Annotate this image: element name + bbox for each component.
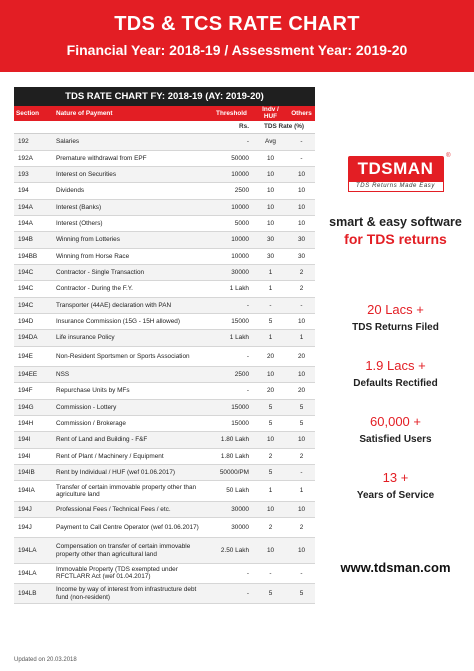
table-row [14,432,315,448]
stat-defaults-rectified [317,358,474,389]
cell-section: 194LB [14,584,54,604]
cell-others: 30 [288,232,315,248]
cell-section: 194C [14,297,54,313]
column-header-indv-huf: Indv / HUF [253,106,288,121]
unit-empty-cell [54,121,210,134]
cell-threshold: 30000 [210,501,253,517]
cell-others: 2 [288,281,315,297]
cell-nature: Transporter (44AE) declaration with PAN [54,297,210,313]
cell-section: 194A [14,199,54,215]
table-row [14,281,315,297]
cell-threshold: - [210,297,253,313]
column-header-section: Section [14,106,54,121]
cell-section: 194C [14,281,54,297]
cell-nature: Life insurance Policy [54,330,210,346]
cell-threshold: - [210,383,253,399]
cell-threshold: 10000 [210,248,253,264]
cell-others: 10 [288,199,315,215]
cell-indv-huf: 5 [253,416,288,432]
cell-others: 10 [288,183,315,199]
cell-others: 5 [288,584,315,604]
page-subtitle: Financial Year: 2018-19 / Assessment Year: 2019-20 [66,42,408,58]
table-row [14,448,315,464]
stat-value: 13 + [382,470,409,485]
cell-nature: Commission / Brokerage [54,416,210,432]
cell-nature: Interest on Securities [54,167,210,183]
cell-nature: Premature withdrawal from EPF [54,150,210,166]
cell-threshold: 1.80 Lakh [210,448,253,464]
cell-indv-huf: 2 [253,518,288,538]
logo-tagline: TDS Returns Made Easy [348,181,444,192]
cell-section: 194D [14,314,54,330]
table-row [14,297,315,313]
updated-note: Updated on 20.03.2018 [14,657,77,663]
cell-threshold: 10000 [210,232,253,248]
cell-indv-huf: 30 [253,232,288,248]
cell-others: - [288,134,315,150]
cell-threshold: - [210,134,253,150]
cell-nature: Insurance Commission (15G - 15H allowed) [54,314,210,330]
cell-section: 194I [14,432,54,448]
cell-section: 192A [14,150,54,166]
column-header-nature: Nature of Payment [54,106,210,121]
cell-others: 5 [288,399,315,415]
table-row [14,232,315,248]
unit-empty-cell [14,121,54,134]
cell-indv-huf: 5 [253,399,288,415]
stat-satisfied-users [317,414,474,445]
cell-section: 194BB [14,248,54,264]
cell-indv-huf: - [253,297,288,313]
column-header-threshold: Threshold [210,106,253,121]
table-row [14,330,315,346]
table-row [14,150,315,166]
cell-indv-huf: 20 [253,383,288,399]
cell-nature: Commission - Lottery [54,399,210,415]
cell-others: 10 [288,167,315,183]
table-row [14,416,315,432]
cell-indv-huf: 10 [253,367,288,383]
cell-nature: Income by way of interest from infrastructure debt fund (non-resident) [54,584,210,604]
cell-nature: Dividends [54,183,210,199]
cell-threshold: 1 Lakh [210,281,253,297]
cell-section: 194EE [14,367,54,383]
cell-indv-huf: 1 [253,265,288,281]
cell-nature: Interest (Others) [54,216,210,232]
registered-mark: ® [446,153,451,159]
cell-indv-huf: 10 [253,432,288,448]
cell-others: 2 [288,518,315,538]
table-row [14,314,315,330]
table-row [14,367,315,383]
table-row [14,501,315,517]
cell-nature: Salaries [54,134,210,150]
cell-section: 194IB [14,465,54,481]
cell-section: 194J [14,518,54,538]
cell-nature: Immovable Property (TDS exempted under RFCTLARR Act (wef 01.04.2017) [54,563,210,583]
table-row [14,584,315,604]
cell-nature: Professional Fees / Technical Fees / etc. [54,501,210,517]
stat-label: TDS Returns Filed [352,322,439,333]
cell-threshold: 30000 [210,518,253,538]
tds-rate-table [14,87,315,604]
table-header-row [14,106,315,121]
cell-indv-huf: 1 [253,281,288,297]
cell-section: 194 [14,183,54,199]
brand-panel [317,150,474,247]
table-row [14,265,315,281]
tdsman-logo [348,153,451,192]
tagline-line-1: smart & easy software [329,215,462,229]
cell-section: 194LA [14,563,54,583]
cell-threshold: 30000 [210,265,253,281]
table-row [14,465,315,481]
cell-threshold: 50000/PM [210,465,253,481]
cell-nature: Contractor - During the F.Y. [54,281,210,297]
table-title: TDS RATE CHART FY: 2018-19 (AY: 2019-20) [14,87,315,106]
cell-others: 5 [288,416,315,432]
cell-threshold: 15000 [210,416,253,432]
cell-others: 2 [288,448,315,464]
cell-indv-huf: 2 [253,448,288,464]
cell-others: 1 [288,481,315,501]
cell-others: 2 [288,265,315,281]
cell-threshold: - [210,563,253,583]
cell-indv-huf: 10 [253,538,288,563]
table-row [14,481,315,501]
stat-value: 60,000 + [370,414,421,429]
table-row [14,538,315,563]
cell-section: 194B [14,232,54,248]
stat-label: Satisfied Users [359,434,432,445]
cell-threshold: 5000 [210,216,253,232]
cell-indv-huf: 10 [253,216,288,232]
cell-nature: Winning from Lotteries [54,232,210,248]
cell-threshold: 2500 [210,183,253,199]
table-row [14,518,315,538]
cell-indv-huf: 10 [253,183,288,199]
cell-indv-huf: 20 [253,346,288,366]
cell-nature: Compensation on transfer of certain immovable property other than agricultural land [54,538,210,563]
cell-section: 194J [14,501,54,517]
cell-nature: Transfer of certain immovable property other than agriculture land [54,481,210,501]
table-row [14,183,315,199]
cell-indv-huf: 5 [253,314,288,330]
cell-others: 10 [288,367,315,383]
cell-threshold: 2500 [210,367,253,383]
header-banner [0,0,474,72]
cell-threshold: 10000 [210,167,253,183]
stat-years-of-service [317,470,474,501]
cell-section: 194C [14,265,54,281]
table-row [14,134,315,150]
cell-others: 10 [288,314,315,330]
cell-section: 194IA [14,481,54,501]
table-row [14,383,315,399]
cell-threshold: 50 Lakh [210,481,253,501]
table-row [14,216,315,232]
cell-threshold: - [210,346,253,366]
rate-table [14,106,315,604]
cell-nature: NSS [54,367,210,383]
table-row [14,199,315,215]
cell-indv-huf: 10 [253,501,288,517]
logo-wordmark: TDSMAN [348,156,444,181]
unit-rate: TDS Rate (%) [253,121,315,134]
cell-nature: Contractor - Single Transaction [54,265,210,281]
cell-section: 193 [14,167,54,183]
column-header-others: Others [288,106,315,121]
tagline-line-2: for TDS returns [344,231,447,247]
cell-section: 192 [14,134,54,150]
table-row [14,399,315,415]
cell-section: 194LA [14,538,54,563]
cell-indv-huf: 30 [253,248,288,264]
cell-others: - [288,297,315,313]
cell-others: - [288,465,315,481]
cell-nature: Winning from Horse Race [54,248,210,264]
unit-row [14,121,315,134]
cell-indv-huf: 5 [253,465,288,481]
cell-threshold: 1 Lakh [210,330,253,346]
cell-others: 20 [288,383,315,399]
cell-indv-huf: 1 [253,481,288,501]
cell-section: 194A [14,216,54,232]
cell-others: 10 [288,501,315,517]
cell-section: 194F [14,383,54,399]
cell-nature: Rent by Individual / HUF (wef 01.06.2017) [54,465,210,481]
table-row [14,346,315,366]
cell-indv-huf: 5 [253,584,288,604]
page-title: TDS & TCS RATE CHART [114,13,360,35]
cell-nature: Repurchase Units by MFs [54,383,210,399]
cell-indv-huf: 1 [253,330,288,346]
cell-section: 194G [14,399,54,415]
stat-value: 20 Lacs + [367,302,424,317]
cell-threshold: 1.80 Lakh [210,432,253,448]
cell-others: - [288,150,315,166]
cell-indv-huf: Avg [253,134,288,150]
cell-section: 194DA [14,330,54,346]
cell-threshold: 2.50 Lakh [210,538,253,563]
cell-nature: Payment to Call Centre Operator (wef 01.06.2017) [54,518,210,538]
cell-nature: Interest (Banks) [54,199,210,215]
cell-threshold: 10000 [210,199,253,215]
table-row [14,167,315,183]
cell-others: 10 [288,538,315,563]
stat-label: Years of Service [356,490,435,501]
cell-others: 10 [288,216,315,232]
cell-threshold: 15000 [210,314,253,330]
cell-others: - [288,563,315,583]
unit-threshold: Rs. [210,121,253,134]
cell-indv-huf: 10 [253,199,288,215]
cell-threshold: 15000 [210,399,253,415]
cell-nature: Non-Resident Sportsmen or Sports Association [54,346,210,366]
table-row [14,563,315,583]
cell-section: 194H [14,416,54,432]
stat-label: Defaults Rectified [353,378,438,389]
cell-section: 194E [14,346,54,366]
cell-nature: Rent of Plant / Machinery / Equipment [54,448,210,464]
cell-others: 20 [288,346,315,366]
cell-indv-huf: - [253,563,288,583]
stat-value: 1.9 Lacs + [365,358,426,373]
stat-returns-filed [317,302,474,333]
cell-section: 194I [14,448,54,464]
cell-threshold: 50000 [210,150,253,166]
cell-indv-huf: 10 [253,167,288,183]
cell-nature: Rent of Land and Building - F&F [54,432,210,448]
cell-others: 10 [288,432,315,448]
table-row [14,248,315,264]
website-link[interactable]: www.tdsman.com [340,560,451,575]
cell-indv-huf: 10 [253,150,288,166]
cell-others: 1 [288,330,315,346]
cell-others: 30 [288,248,315,264]
cell-threshold: - [210,584,253,604]
